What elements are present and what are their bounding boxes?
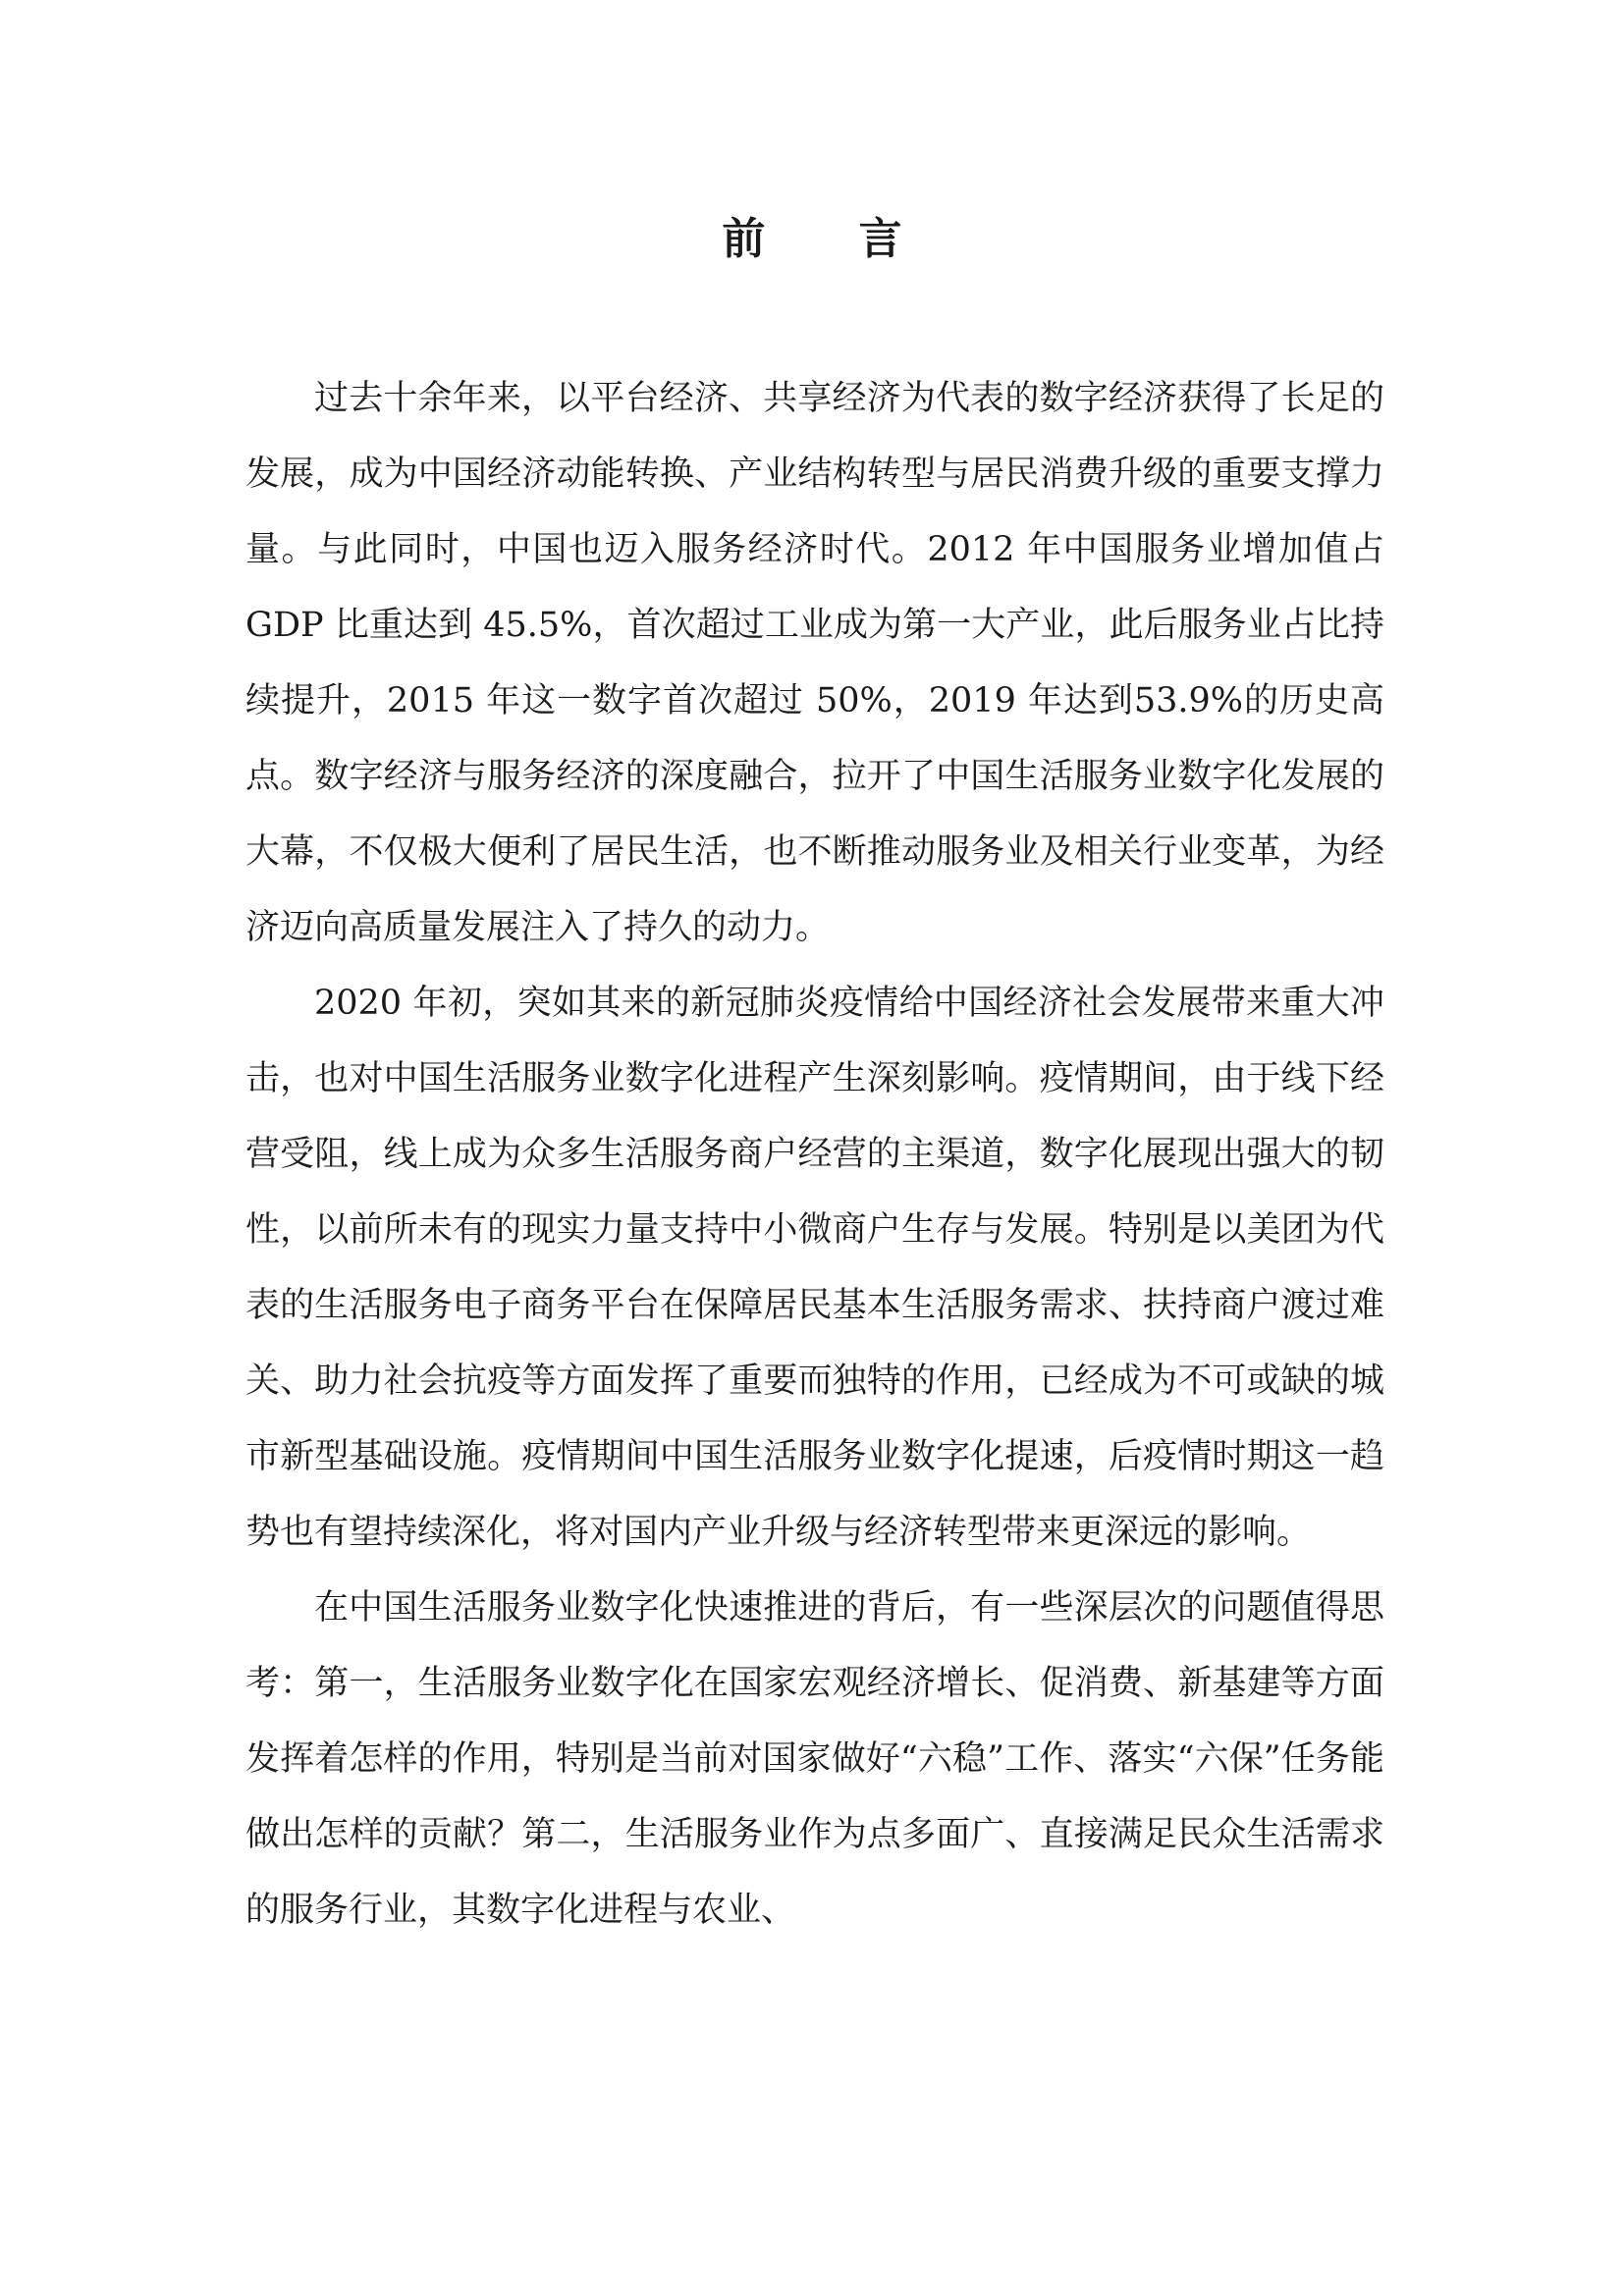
- page-title: 前 言: [722, 214, 942, 264]
- paragraph-2: 2020 年初，突如其来的新冠肺炎疫情给中国经济社会发展带来重大冲击，也对中国生活服务业数字化进程产生深刻影响。疫情期间，由于线下经营受阻，线上成为众多生活服务商户经营的主渠道，数字化展现出强大的韧性，以前所未有的现实力量支持中小微商户生存与发展。特别是以美团为代表的生活服务电子商务平台在保障居民基本生活服务需求、扶持商户渡过难关、助力社会抗疫等方面发挥了重要而独特的作用，已经成为不可或缺的城市新型基础设施。疫情期间中国生活服务业数字化提速，后疫情时期这一趋势也有望持续深化，将对国内产业升级与经济转型带来更深远的影响。: [245, 984, 1384, 1552]
- paragraph-1: 过去十余年来，以平台经济、共享经济为代表的数字经济获得了长足的发展，成为中国经济动能转换、产业结构转型与居民消费升级的重要支撑力量。与此同时，中国也迈入服务经济时代。2012 年中国服务业增加值占 GDP 比重达到 45.5%，首次超过工业成为第一大产业，此后服务业占比持续提升，2015 年这一数字首次超过 50%，2019 年达到53.9%的历史高点。数字经济与服务经济的深度融合，拉开了中国生活服务业数字化发展的大幕，不仅极大便利了居民生活，也不断推动服务业及相关行业变革，为经济迈向高质量发展注入了持久的动力。: [245, 379, 1384, 947]
- paragraph-3: 在中国生活服务业数字化快速推进的背后，有一些深层次的问题值得思考：第一，生活服务业数字化在国家宏观经济增长、促消费、新基建等方面发挥着怎样的作用，特别是当前对国家做好“六稳”工作、落实“六保”任务能做出怎样的贡献？第二，生活服务业作为点多面广、直接满足民众生活需求的服务行业，其数字化进程与农业、: [245, 1588, 1384, 1930]
- document-body: [245, 361, 1384, 1949]
